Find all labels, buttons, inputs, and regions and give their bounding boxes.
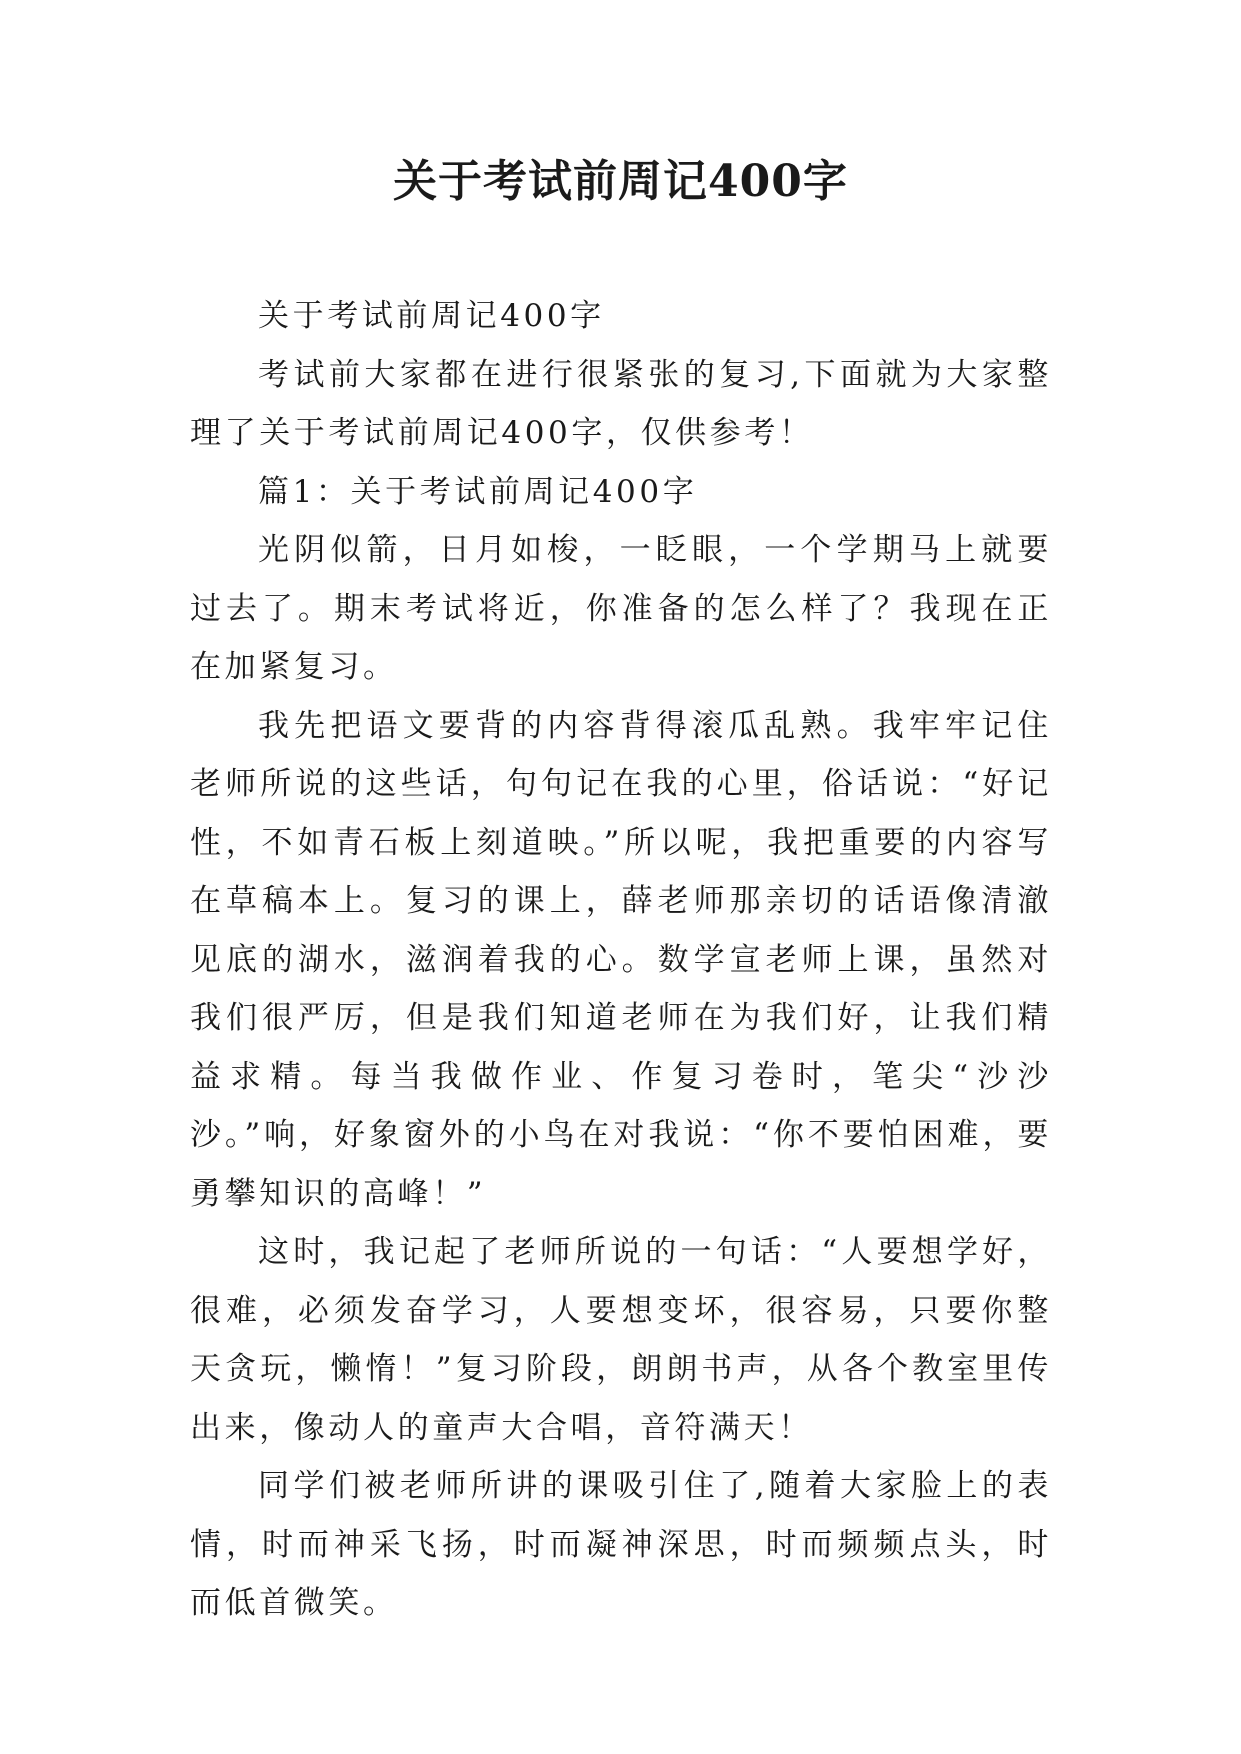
- document-title: 关于考试前周记400字: [393, 156, 848, 207]
- paragraph: 我先把语文要背的内容背得滚瓜乱熟。我牢牢记住老师所说的这些话，句句记在我的心里，俗话说：“好记性，不如青石板上刻道映。”所以呢，我把重要的内容写在草稿本上。复习的课上，薛老师那亲切的话语像清澈见底的湖水，滋润着我的心。数学宣老师上课，虽然对我们很严厉，但是我们知道老师在为我们好，让我们精益求精。每当我做作业、作复习卷时，笔尖“沙沙沙。”响，好象窗外的小鸟在对我说：“你不要怕困难，要勇攀知识的高峰！”: [190, 707, 1052, 1212]
- paragraph: 光阴似箭，日月如梭，一眨眼，一个学期马上就要过去了。期末考试将近，你准备的怎么样了？我现在正在加紧复习。: [190, 532, 1052, 685]
- document-body: [190, 287, 1052, 1633]
- paragraph: 同学们被老师所讲的课吸引住了,随着大家脸上的表情，时而神采飞扬，时而凝神深思，时而频频点头，时而低首微笑。: [190, 1468, 1052, 1621]
- paragraph-intro: 考试前大家都在进行很紧张的复习,下面就为大家整理了关于考试前周记400字，仅供参考！: [190, 356, 1052, 451]
- paragraph: 这时，我记起了老师所说的一句话：“人要想学好，很难，必须发奋学习，人要想变坏，很容易，只要你整天贪玩，懒惰！”复习阶段，朗朗书声，从各个教室里传出来，像动人的童声大合唱，音符满天！: [190, 1234, 1052, 1446]
- paragraph-subtitle: 关于考试前周记400字: [258, 298, 605, 334]
- paragraph-section-heading: 篇1：关于考试前周记400字: [258, 473, 698, 510]
